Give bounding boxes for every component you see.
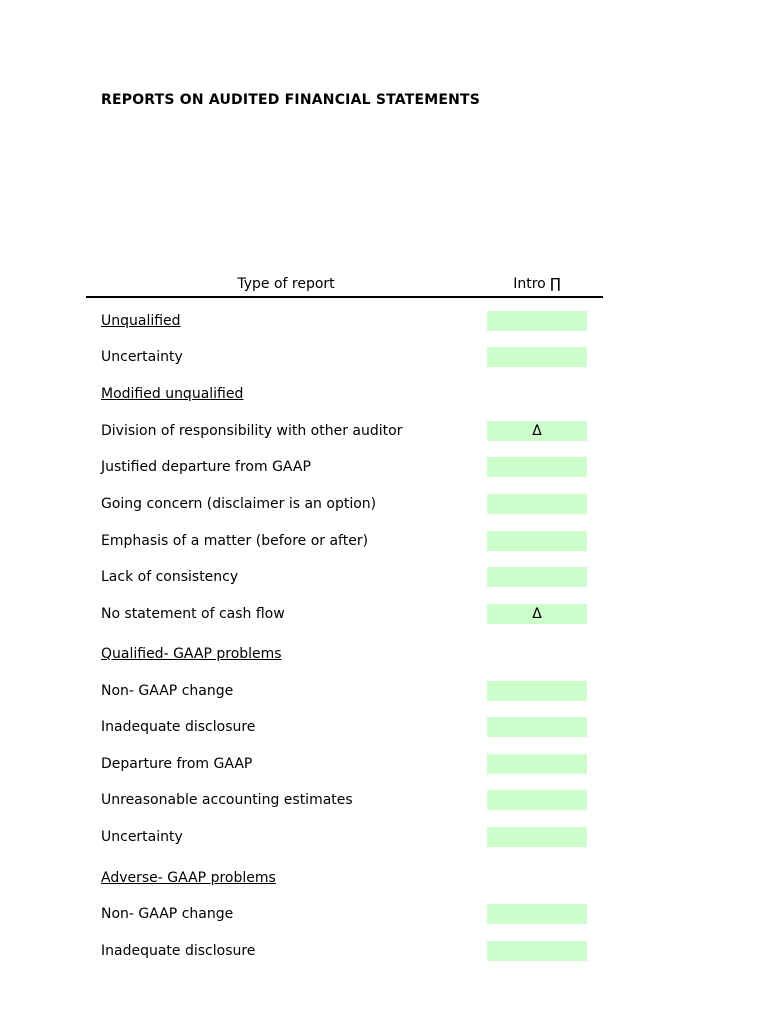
- section-heading-label: Qualified- GAAP problems: [101, 646, 282, 662]
- section-heading: [101, 384, 588, 406]
- intro-cell: [487, 717, 587, 737]
- table-row: [101, 347, 588, 369]
- section-heading: [101, 644, 588, 666]
- section-heading-label: Adverse- GAAP problems: [101, 870, 276, 886]
- report-type-label: Inadequate disclosure: [101, 719, 256, 735]
- report-type-label: Justified departure from GAAP: [101, 459, 311, 475]
- table-row: [101, 494, 588, 516]
- intro-cell: [487, 311, 587, 331]
- section-heading: [101, 868, 588, 890]
- intro-cell: [487, 681, 587, 701]
- intro-cell: Δ: [487, 421, 587, 441]
- section-heading-label: Unqualified: [101, 313, 181, 329]
- table-row: [101, 531, 588, 553]
- intro-cell: [487, 754, 587, 774]
- table-row: [101, 421, 588, 443]
- intro-cell: [487, 790, 587, 810]
- report-type-label: Departure from GAAP: [101, 756, 253, 772]
- header-intro: Intro ∏: [513, 276, 561, 292]
- table-row: [101, 941, 588, 963]
- intro-cell: [487, 827, 587, 847]
- document-title: REPORTS ON AUDITED FINANCIAL STATEMENTS: [101, 92, 481, 108]
- header-type-of-report: Type of report: [237, 276, 335, 292]
- table-row: [101, 754, 588, 776]
- report-type-label: Non- GAAP change: [101, 683, 234, 699]
- intro-cell: [487, 494, 587, 514]
- table-row: [101, 790, 588, 812]
- report-type-label: Non- GAAP change: [101, 906, 234, 922]
- table-row: [101, 457, 588, 479]
- section-heading-label: Modified unqualified: [101, 386, 244, 402]
- table-header: [86, 276, 603, 298]
- intro-cell: [487, 567, 587, 587]
- intro-cell: Δ: [487, 604, 587, 624]
- report-type-label: Going concern (disclaimer is an option): [101, 496, 377, 512]
- report-type-label: Division of responsibility with other auditor: [101, 423, 403, 439]
- intro-cell: [487, 904, 587, 924]
- intro-cell: [487, 457, 587, 477]
- report-type-label: Lack of consistency: [101, 569, 239, 585]
- table-row: [101, 681, 588, 703]
- intro-cell: [487, 941, 587, 961]
- table-row: [101, 604, 588, 626]
- intro-cell: [487, 531, 587, 551]
- table-row: [101, 567, 588, 589]
- table-row: [101, 717, 588, 739]
- table-row: [101, 827, 588, 849]
- report-type-label: Uncertainty: [101, 829, 183, 845]
- report-type-label: Uncertainty: [101, 349, 183, 365]
- table-row: [101, 904, 588, 926]
- report-type-label: No statement of cash flow: [101, 606, 285, 622]
- section-heading: [101, 311, 588, 333]
- report-type-label: Unreasonable accounting estimates: [101, 792, 353, 808]
- intro-cell: [487, 347, 587, 367]
- report-type-label: Emphasis of a matter (before or after): [101, 533, 369, 549]
- report-type-label: Inadequate disclosure: [101, 943, 256, 959]
